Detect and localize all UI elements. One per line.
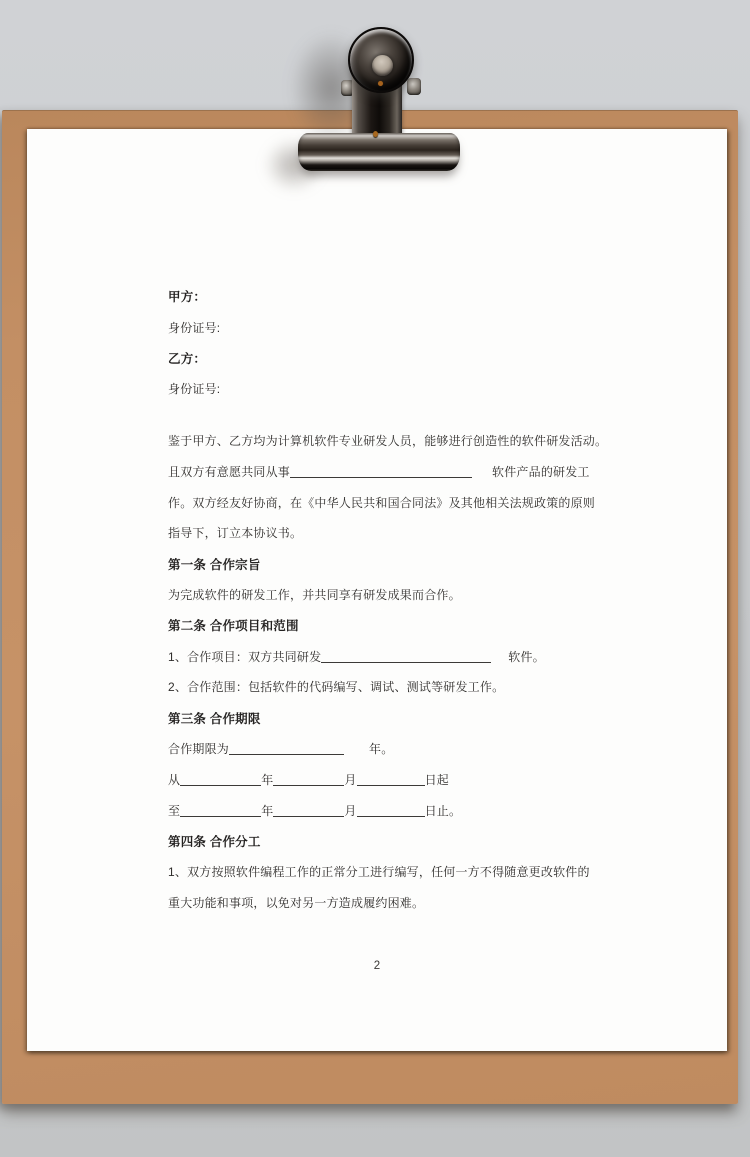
doc-text: 指导下，订立本协议书。 [168,526,303,541]
fill-in-blank-line [357,804,425,817]
clip-rivet-dot-upper [378,81,383,86]
doc-text: 身份证号: [168,382,221,397]
doc-text-line [168,579,607,610]
doc-text: 甲方： [168,290,207,305]
doc-text: 乙方： [168,351,207,366]
doc-heading-line [168,702,607,733]
doc-text: 鉴于甲方、乙方均为计算机软件专业研发人员，能够进行创造性的软件研发活动。 [168,434,608,449]
doc-text: 月 [344,772,357,787]
fill-in-blank-line [229,742,344,755]
doc-text: 为完成软件的研发工作，并共同享有研发成果而合作。 [168,588,461,603]
doc-text: 第四条 合作分工 [168,834,261,849]
doc-text: 软件产品的研发工 [492,464,590,479]
doc-text-line [168,672,607,703]
doc-text-line [168,456,607,487]
doc-text: 第一条 合作宗旨 [168,557,261,572]
fill-in-blank-line [180,773,261,786]
doc-text: 年。 [369,742,394,757]
page-number: 2 [373,960,381,972]
doc-text: 年 [261,803,274,818]
fill-in-blank-line [321,650,491,663]
doc-text: 2、合作范围：包括软件的代码编写、调试、测试等研发工作。 [168,680,505,695]
doc-text-line [168,425,607,456]
contract-paper-page [27,129,727,1051]
doc-text: 软件。 [508,649,545,664]
doc-text: 月 [344,803,357,818]
doc-text: 年 [261,772,274,787]
clip-jaw-bar [298,133,460,171]
doc-heading-line [168,548,607,579]
doc-text-line [168,487,607,518]
doc-heading-line [168,281,607,312]
fill-in-blank-line [273,773,344,786]
doc-text: 日止。 [424,803,462,818]
doc-heading-line [168,343,607,374]
doc-text-line [168,795,607,826]
clip-spring-ear-right [407,78,421,95]
fill-in-blank-line [357,773,425,786]
doc-text-line [168,373,607,404]
doc-text: 身份证号: [168,320,221,335]
doc-text: 重大功能和事项，以免对另一方造成履约困难。 [168,896,425,911]
contract-text-block [168,281,607,918]
doc-text-line [168,312,607,343]
doc-text: 作。双方经友好协商，在《中华人民共和国合同法》及其他相关法规政策的原则 [168,495,596,510]
doc-text-line [168,733,607,764]
doc-text-line [168,518,607,549]
binder-clip [295,25,465,185]
doc-text: 1、双方按照软件编程工作的正常分工进行编写，任何一方不得随意更改软件的 [168,865,590,880]
doc-heading-line [168,610,607,641]
doc-text: 从 [168,772,181,787]
doc-text: 1、合作项目：双方共同研发 [168,649,322,664]
doc-text: 至 [168,803,181,818]
doc-text: 日起 [424,772,450,787]
doc-text-line [168,641,607,672]
doc-text-line [168,887,607,918]
clip-knob-hole [372,55,393,76]
fill-in-blank-line [180,804,261,817]
doc-text-line [168,764,607,795]
doc-text: 且双方有意愿共同从事 [168,464,291,479]
clip-knob [348,27,414,93]
doc-heading-line [168,826,607,857]
doc-text: 第三条 合作期限 [168,711,261,726]
doc-text-line [168,856,607,887]
fill-in-blank-line [273,804,344,817]
doc-text: 合作期限为 [168,742,230,757]
clip-rivet-dot-lower [373,131,378,137]
fill-in-blank-line [290,465,472,478]
doc-text: 第二条 合作项目和范围 [168,619,299,634]
